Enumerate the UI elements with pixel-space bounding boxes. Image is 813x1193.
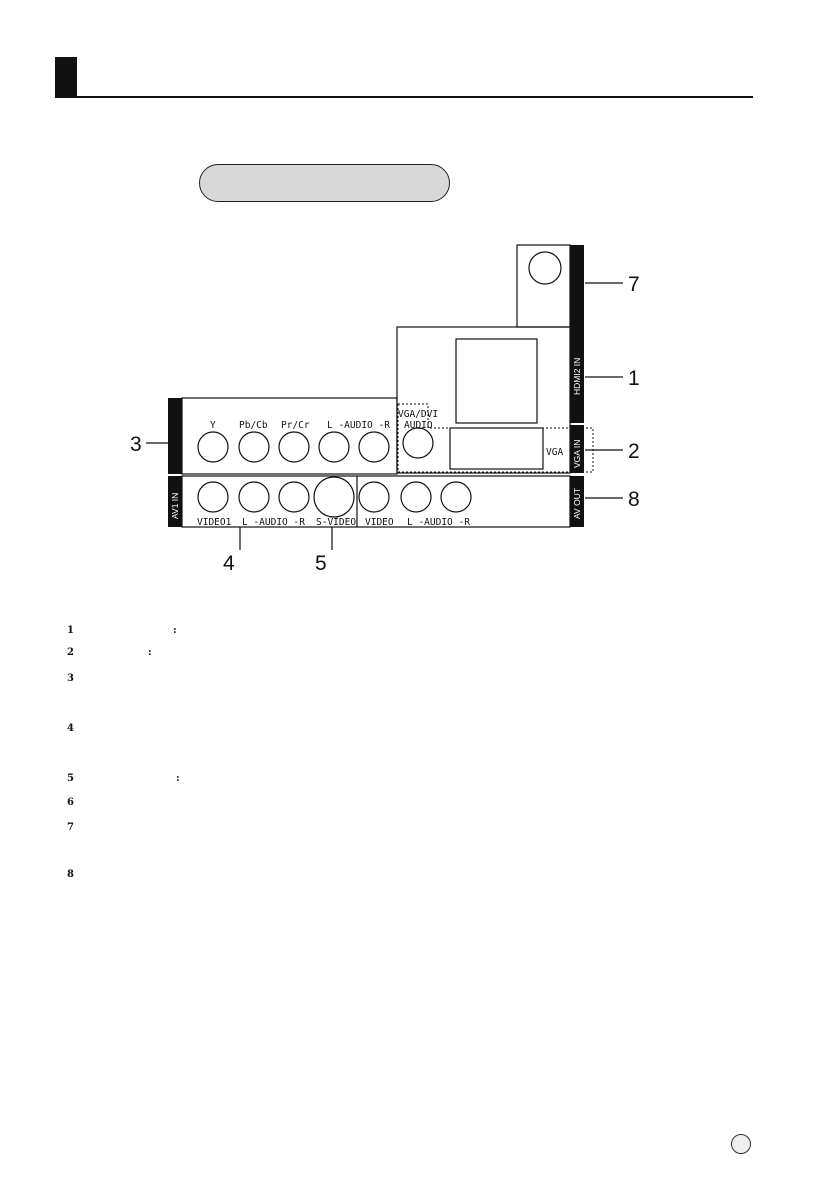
av-out-video-jack [359, 482, 389, 512]
list-number: 7 [67, 822, 74, 833]
callout-1: 1 [628, 367, 640, 390]
antenna-panel [517, 245, 570, 327]
component-pb-jack [239, 432, 269, 462]
av1-audio-l-jack [239, 482, 269, 512]
callout-7: 7 [628, 273, 640, 296]
callout-3: 3 [130, 433, 142, 456]
list-number: 2 [67, 647, 74, 658]
list-number: 6 [67, 797, 74, 808]
av-out-audio-label: L -AUDIO -R [407, 517, 470, 528]
component-pr-label: Pr/Cr [281, 420, 310, 431]
hdmi-vga-panel [397, 327, 570, 473]
antenna-side-tab [570, 245, 584, 327]
list-item-2 [67, 647, 152, 658]
list-number: 8 [67, 869, 74, 880]
component-pr-jack [279, 432, 309, 462]
list-item-4 [67, 723, 74, 734]
vga-dvi-audio-jack [403, 428, 433, 458]
av-out-label: AV OUT [572, 487, 582, 519]
av-out-video-label: VIDEO [365, 517, 394, 528]
video1-label: VIDEO1 [197, 517, 232, 528]
component-audio-l-jack [319, 432, 349, 462]
list-colon: : [173, 625, 177, 636]
component-audio-label: L -AUDIO -R [327, 420, 390, 431]
av1-video-jack [198, 482, 228, 512]
list-colon: : [176, 773, 180, 784]
callout-4: 4 [223, 552, 235, 575]
list-number: 5 [67, 773, 74, 784]
av1-in-label: AV1 IN [170, 492, 180, 519]
vga-dvi-audio-label: AUDIO [404, 420, 433, 431]
callout-8: 8 [628, 488, 640, 511]
av-out-audio-r-jack [441, 482, 471, 512]
vga-dvi-label: VGA/DVI [398, 409, 439, 420]
list-item-6 [67, 797, 74, 808]
list-colon: : [148, 647, 152, 658]
antenna-jack [529, 252, 561, 284]
list-item-7 [67, 822, 74, 833]
s-video-jack [314, 477, 354, 517]
hdmi2-port [456, 339, 537, 423]
av1-audio-r-jack [279, 482, 309, 512]
component-panel [182, 398, 397, 474]
vga-port [450, 428, 543, 469]
list-item-5 [67, 773, 180, 784]
callout-5: 5 [315, 552, 327, 575]
list-item-3 [67, 673, 74, 684]
component-side-tab [168, 398, 182, 474]
component-pb-label: Pb/Cb [239, 420, 268, 431]
list-item-8 [67, 869, 74, 880]
av1-audio-label: L -AUDIO -R [242, 517, 305, 528]
list-number: 1 [67, 625, 74, 636]
list-item-1 [67, 625, 177, 636]
list-number: 3 [67, 673, 74, 684]
component-y-label: Y [210, 420, 216, 431]
page-number-circle [731, 1134, 751, 1154]
list-number: 4 [67, 723, 74, 734]
vga-label: VGA [546, 447, 564, 458]
callout-2: 2 [628, 440, 640, 463]
av-out-audio-l-jack [401, 482, 431, 512]
hdmi2-in-label: HDMI2 IN [572, 357, 582, 395]
component-audio-r-jack [359, 432, 389, 462]
vga-in-label: VGA IN [572, 439, 582, 468]
s-video-label: S-VIDEO [316, 517, 357, 528]
component-y-jack [198, 432, 228, 462]
